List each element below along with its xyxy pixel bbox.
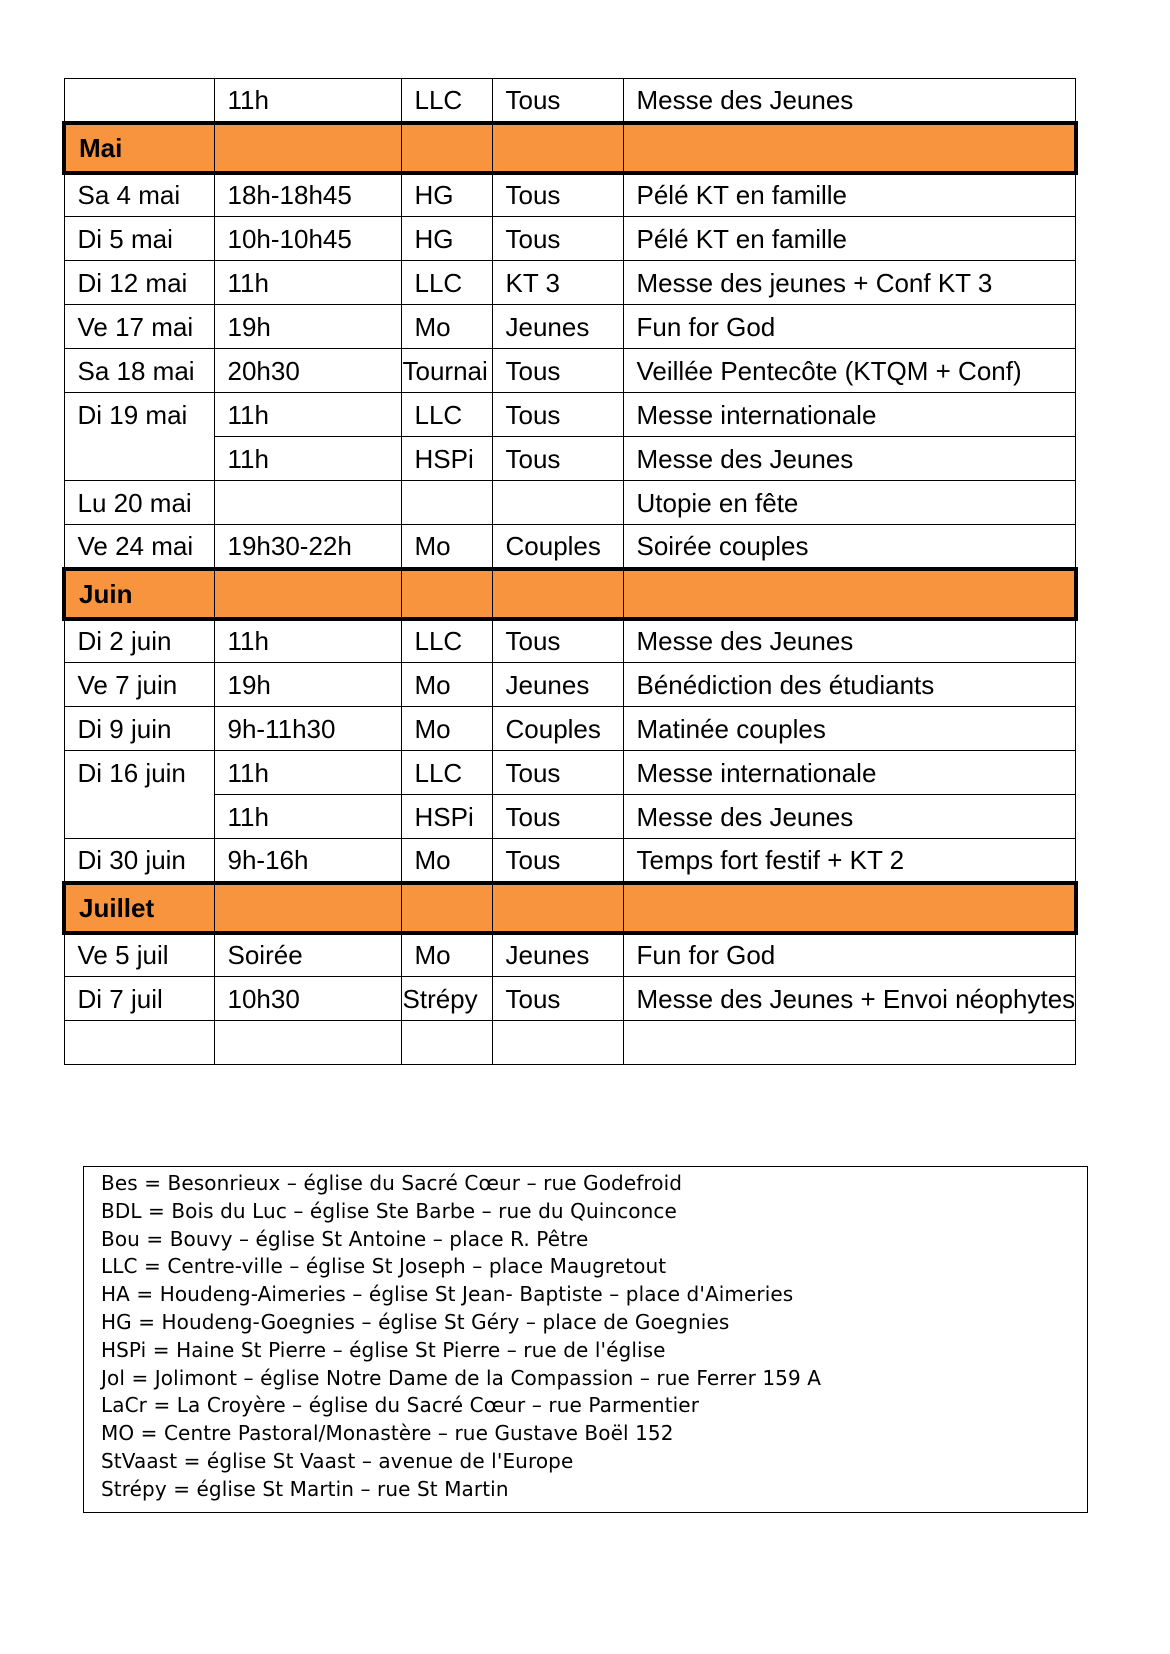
event-cell: Matinée couples — [623, 707, 1076, 751]
audience-cell: Jeunes — [492, 663, 623, 707]
time-cell: 11h — [214, 437, 401, 481]
date-cell: Ve 17 mai — [64, 305, 214, 349]
legend-line: LLC = Centre-ville – église St Joseph – place Maugretout — [101, 1254, 667, 1279]
place-cell: Mo — [401, 839, 492, 883]
date-cell: Di 2 juin — [64, 619, 214, 663]
place-cell: Mo — [401, 933, 492, 977]
place-cell: LLC — [401, 619, 492, 663]
place-cell: Strépy — [401, 977, 492, 1021]
month-label: Mai — [64, 123, 214, 173]
table-row — [64, 79, 1076, 123]
audience-cell: Jeunes — [492, 933, 623, 977]
time-cell: 19h — [214, 305, 401, 349]
place-cell: LLC — [401, 261, 492, 305]
date-cell: Ve 7 juin — [64, 663, 214, 707]
place-cell — [401, 1021, 492, 1065]
time-cell: 11h — [214, 79, 401, 123]
month-header-row — [64, 883, 1076, 933]
date-cell — [64, 79, 214, 123]
audience-cell: Tous — [492, 839, 623, 883]
audience-cell: Tous — [492, 795, 623, 839]
audience-cell: Tous — [492, 437, 623, 481]
table-row — [64, 173, 1076, 217]
legend-line: Jol = Jolimont – église Notre Dame de la Compassion – rue Ferrer 159 A — [101, 1365, 822, 1390]
time-cell: 19h30-22h — [214, 525, 401, 569]
table-row — [64, 795, 1076, 839]
time-cell: 11h — [214, 751, 401, 795]
audience-cell: Tous — [492, 619, 623, 663]
month-filler-cell — [401, 883, 492, 933]
time-cell: Soirée — [214, 933, 401, 977]
event-cell: Messe des Jeunes — [623, 619, 1076, 663]
place-cell: HSPi — [401, 795, 492, 839]
audience-cell: Tous — [492, 977, 623, 1021]
schedule-body — [64, 79, 1076, 1065]
place-cell: Tournai — [401, 349, 492, 393]
event-cell: Fun for God — [623, 305, 1076, 349]
table-row — [64, 839, 1076, 883]
place-cell: Mo — [401, 663, 492, 707]
audience-cell — [492, 1021, 623, 1065]
date-cell: Ve 5 juil — [64, 933, 214, 977]
month-filler-cell — [623, 883, 1076, 933]
audience-cell: Jeunes — [492, 305, 623, 349]
event-cell: Messe des jeunes + Conf KT 3 — [623, 261, 1076, 305]
event-cell: Pélé KT en famille — [623, 217, 1076, 261]
audience-cell — [492, 481, 623, 525]
event-cell: Messe internationale — [623, 393, 1076, 437]
event-cell: Messe des Jeunes — [623, 79, 1076, 123]
legend-line: StVaast = église St Vaast – avenue de l'Europe — [101, 1448, 574, 1473]
place-cell: LLC — [401, 393, 492, 437]
time-cell: 11h — [214, 619, 401, 663]
date-cell: Sa 4 mai — [64, 173, 214, 217]
month-filler-cell — [492, 569, 623, 619]
time-cell: 11h — [214, 393, 401, 437]
time-cell: 9h-11h30 — [214, 707, 401, 751]
legend-line: HSPi = Haine St Pierre – église St Pierre – rue de l'église — [101, 1337, 666, 1362]
table-row — [64, 393, 1076, 437]
month-filler-cell — [492, 883, 623, 933]
table-row — [64, 261, 1076, 305]
place-cell: HG — [401, 173, 492, 217]
time-cell — [214, 481, 401, 525]
place-cell: Mo — [401, 305, 492, 349]
table-row — [64, 437, 1076, 481]
time-cell: 19h — [214, 663, 401, 707]
month-filler-cell — [623, 569, 1076, 619]
event-cell: Messe des Jeunes — [623, 795, 1076, 839]
place-cell: LLC — [401, 79, 492, 123]
legend-line: LaCr = La Croyère – église du Sacré Cœur – rue Parmentier — [101, 1393, 700, 1418]
table-row — [64, 663, 1076, 707]
time-cell: 11h — [214, 795, 401, 839]
date-cell: Di 16 juin — [64, 751, 214, 839]
month-filler-cell — [401, 569, 492, 619]
place-cell — [401, 481, 492, 525]
event-cell — [623, 1021, 1076, 1065]
table-row — [64, 1021, 1076, 1065]
time-cell: 18h-18h45 — [214, 173, 401, 217]
date-cell — [64, 1021, 214, 1065]
month-filler-cell — [492, 123, 623, 173]
date-cell: Sa 18 mai — [64, 349, 214, 393]
table-row — [64, 933, 1076, 977]
place-cell: HG — [401, 217, 492, 261]
audience-cell: KT 3 — [492, 261, 623, 305]
table-row — [64, 349, 1076, 393]
place-cell: LLC — [401, 751, 492, 795]
date-cell: Di 19 mai — [64, 393, 214, 481]
legend-line: Bes = Besonrieux – église du Sacré Cœur – rue Godefroid — [101, 1171, 683, 1195]
audience-cell: Couples — [492, 707, 623, 751]
legend-line: BDL = Bois du Luc – église Ste Barbe – rue du Quinconce — [101, 1198, 677, 1223]
audience-cell: Tous — [492, 393, 623, 437]
legend-line: HA = Houdeng-Aimeries – église St Jean- Baptiste – place d'Aimeries — [101, 1282, 794, 1307]
event-cell: Temps fort festif + KT 2 — [623, 839, 1076, 883]
schedule-table — [62, 78, 1078, 1065]
time-cell: 10h-10h45 — [214, 217, 401, 261]
table-row — [64, 707, 1076, 751]
table-row — [64, 305, 1076, 349]
event-cell: Fun for God — [623, 933, 1076, 977]
audience-cell: Tous — [492, 217, 623, 261]
date-cell: Di 7 juil — [64, 977, 214, 1021]
time-cell: 9h-16h — [214, 839, 401, 883]
date-cell: Lu 20 mai — [64, 481, 214, 525]
date-cell: Di 30 juin — [64, 839, 214, 883]
place-cell: HSPi — [401, 437, 492, 481]
legend-line: Bou = Bouvy – église St Antoine – place R. Pêtre — [101, 1226, 589, 1251]
time-cell — [214, 1021, 401, 1065]
event-cell: Veillée Pentecôte (KTQM + Conf) — [623, 349, 1076, 393]
event-cell: Utopie en fête — [623, 481, 1076, 525]
table-row — [64, 217, 1076, 261]
event-cell: Messe des Jeunes — [623, 437, 1076, 481]
audience-cell: Tous — [492, 79, 623, 123]
table-row — [64, 977, 1076, 1021]
date-cell: Di 12 mai — [64, 261, 214, 305]
table-row — [64, 619, 1076, 663]
date-cell: Di 9 juin — [64, 707, 214, 751]
place-cell: Mo — [401, 707, 492, 751]
legend-line: Strépy = église St Martin – rue St Martin — [101, 1476, 509, 1501]
location-legend — [83, 1166, 1088, 1513]
audience-cell: Couples — [492, 525, 623, 569]
legend-lines — [101, 1170, 1087, 1504]
month-filler-cell — [214, 883, 401, 933]
date-cell: Ve 24 mai — [64, 525, 214, 569]
time-cell: 10h30 — [214, 977, 401, 1021]
date-cell: Di 5 mai — [64, 217, 214, 261]
time-cell: 20h30 — [214, 349, 401, 393]
audience-cell: Tous — [492, 349, 623, 393]
table-row — [64, 751, 1076, 795]
event-cell: Messe internationale — [623, 751, 1076, 795]
event-cell: Messe des Jeunes + Envoi néophytes — [623, 977, 1076, 1021]
month-filler-cell — [401, 123, 492, 173]
month-header-row — [64, 123, 1076, 173]
month-filler-cell — [623, 123, 1076, 173]
month-filler-cell — [214, 569, 401, 619]
month-filler-cell — [214, 123, 401, 173]
table-row — [64, 481, 1076, 525]
time-cell: 11h — [214, 261, 401, 305]
month-label: Juin — [64, 569, 214, 619]
legend-line: HG = Houdeng-Goegnies – église St Géry – place de Goegnies — [101, 1309, 730, 1334]
event-cell: Pélé KT en famille — [623, 173, 1076, 217]
place-cell: Mo — [401, 525, 492, 569]
event-cell: Bénédiction des étudiants — [623, 663, 1076, 707]
table-row — [64, 525, 1076, 569]
month-label: Juillet — [64, 883, 214, 933]
audience-cell: Tous — [492, 173, 623, 217]
legend-line: MO = Centre Pastoral/Monastère – rue Gustave Boël 152 — [101, 1421, 674, 1446]
event-cell: Soirée couples — [623, 525, 1076, 569]
audience-cell: Tous — [492, 751, 623, 795]
month-header-row — [64, 569, 1076, 619]
